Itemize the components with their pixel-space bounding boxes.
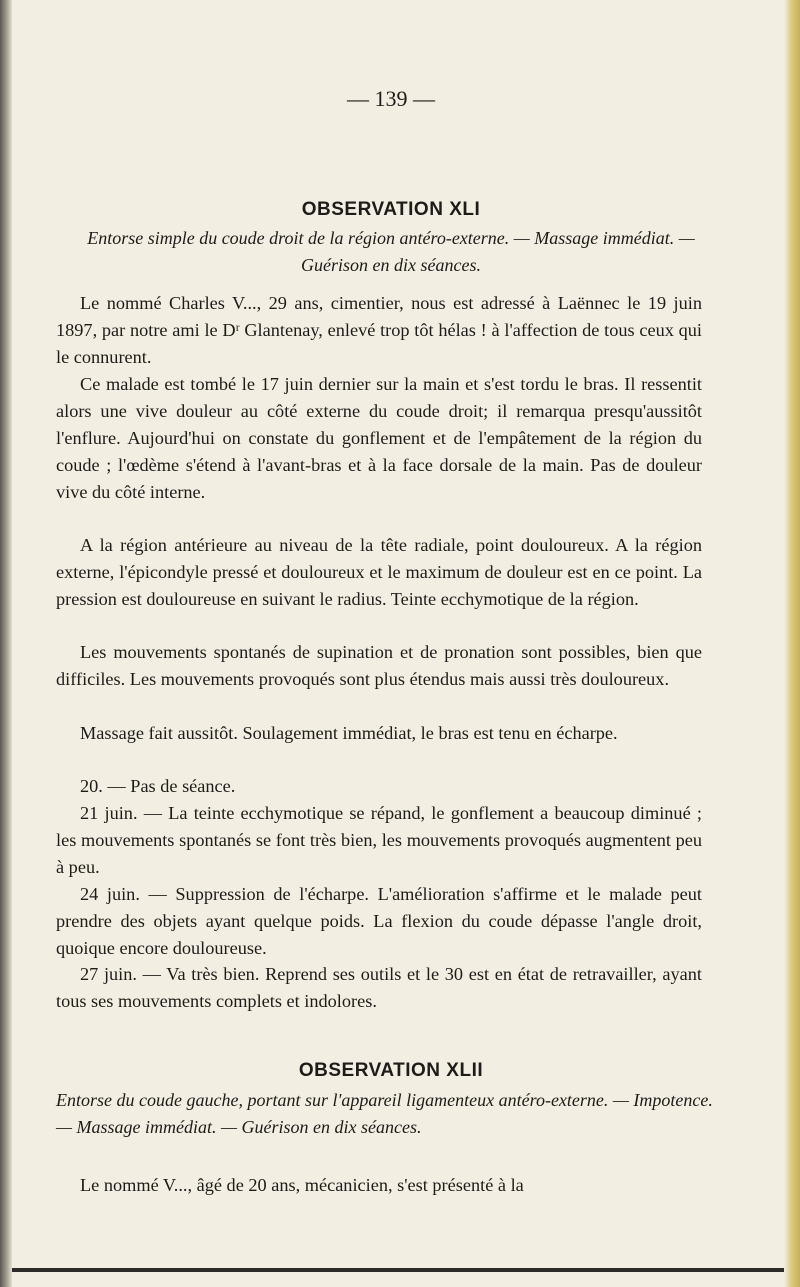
paragraph: Le nommé Charles V..., 29 ans, cimentier, nous est adressé à Laënnec le 19 juin 1897, par notre ami le Dʳ Glantenay, enlevé trop tôt hélas ! à l'affection de tous ceux qui le connurent. <box>56 293 702 367</box>
paragraph: Ce malade est tombé le 17 juin dernier sur la main et s'est tordu le bras. Il ressentit alors une vive douleur au côté externe du coude droit; il remarqua presqu'aussitôt l'enflure. Aujourd'hui on constate du gonflement et de l'empâtement de la région du coude ; l'œdème s'étend à l'avant-bras et à la face dorsale de la main. Pas de douleur vive du côté interne. <box>56 374 702 502</box>
bottom-rule <box>12 1268 784 1272</box>
paragraph: Massage fait aussitôt. Soulagement immédiat, le bras est tenu en écharpe. <box>80 723 618 743</box>
paragraph: A la région antérieure au niveau de la tête radiale, point douloureux. A la région externe, l'épicondyle pressé et douloureux et le maximum de douleur est en ce point. La pression est douloureuse en suivant le radius. Teinte ecchymotique de la région. <box>56 535 702 609</box>
page-number: — 139 — <box>347 86 435 111</box>
observation-xli-subtitle: Entorse simple du coude droit de la région antéro-externe. — Massage immédiat. — Guérison en dix séances. <box>87 228 695 275</box>
paragraph: 24 juin. — Suppression de l'écharpe. L'amélioration s'affirme et le malade peut prendre des objets ayant quelque poids. La flexion du coude dépasse l'angle droit, quoique encore douloureuse. <box>56 884 702 958</box>
paragraph: Le nommé V..., âgé de 20 ans, mécanicien, s'est présenté à la <box>80 1175 524 1195</box>
page-right-edge <box>784 0 800 1287</box>
observation-xlii-title: OBSERVATION XLII <box>298 1060 484 1081</box>
paragraph: Les mouvements spontanés de supination et de pronation sont possibles, bien que difficiles. Les mouvements provoqués sont plus étendus mais aussi très douloureux. <box>56 642 702 689</box>
observation-xli-title: OBSERVATION XLI <box>301 199 481 220</box>
paragraph: 27 juin. — Va très bien. Reprend ses outils et le 30 est en état de retravailler, ayant tous ses mouvements complets et indolores. <box>56 964 702 1011</box>
page-binding-edge <box>0 0 12 1287</box>
paragraph: 21 juin. — La teinte ecchymotique se répand, le gonflement a beaucoup diminué ; les mouvements spontanés se font très bien, les mouvements provoqués augmentent peu à peu. <box>56 803 702 877</box>
paragraph: 20. — Pas de séance. <box>80 776 236 796</box>
observation-xlii-subtitle: Entorse du coude gauche, portant sur l'appareil ligamenteux antéro-externe. — Impotence. — Massage immédiat. — Guérison en dix séances. <box>56 1090 713 1137</box>
